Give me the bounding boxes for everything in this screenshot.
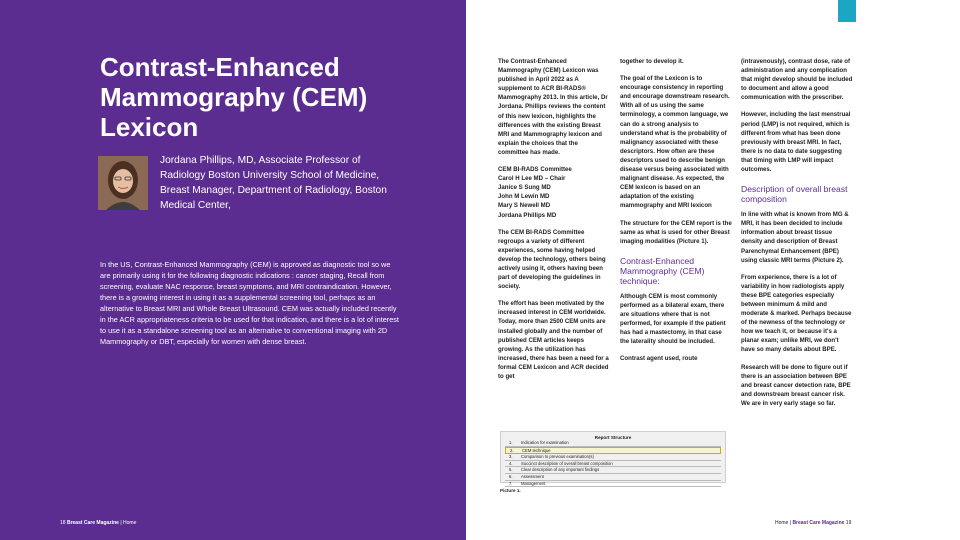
report-row-number: 6. — [509, 473, 513, 479]
section-heading: Description of overall breast composition — [741, 184, 848, 205]
report-row — [505, 481, 721, 488]
report-row-number: 2. — [510, 447, 514, 453]
footer-left — [60, 520, 136, 526]
report-row-number: 4. — [509, 460, 513, 466]
report-row — [505, 474, 721, 481]
paragraph: The CEM BI-RADS Committee regroups a variety of different experiences, some having helped develop the technology, others being actively using it, others having been part of developing the guidelines in society. — [498, 228, 606, 291]
report-row-label: Management — [521, 480, 546, 486]
paragraph: Research will be done to figure out if there is an association between BPE and breast cancer detection rate, BPE and downstream breast cancer risk. We are in very early stage so far. — [741, 363, 851, 407]
committee-heading: CEM BI-RADS Committee — [498, 166, 572, 174]
footer-section-link[interactable]: Home — [123, 520, 137, 526]
committee-member: Jordana Phillips MD — [498, 211, 557, 219]
footer-separator: | — [789, 520, 792, 526]
left-panel — [0, 0, 466, 540]
text-column-3 — [741, 57, 853, 416]
section-heading: Contrast-Enhanced Mammography (CEM) technique: — [620, 255, 705, 286]
paragraph: together to develop it. — [620, 58, 684, 65]
report-row-label: Indication for examination — [521, 440, 569, 445]
text-column-1 — [498, 57, 610, 389]
paragraph: The Contrast-Enhanced Mammography (CEM) Lexicon was published in April 2022 as A supplement to ACR BI-RADS® Mammography 2013. In this article, Dr Jordana. Phillips reviews the content of this new lexicon, highlights the differences with the existing Breast MRI and Mammography lexicon and explain the choices that the committee has made. — [498, 58, 608, 156]
paragraph: Contrast agent used, route — [620, 355, 698, 363]
report-row-number: 1. — [509, 440, 513, 445]
paragraph: The effort has been motivated by the increased interest in CEM worldwide. Today, more than 2500 CEM units are installed globally and the number of published CEM articles keeps growing. As the utilization has increased, there has been a need for a formal CEM Lexicon and ACR decided to get — [498, 300, 609, 380]
author-avatar — [98, 156, 148, 210]
committee-member: John M Lewin MD — [498, 193, 550, 201]
footer-page-number: 19 — [845, 520, 852, 526]
report-row-label: Clear description of any important findings — [521, 467, 600, 473]
committee-list — [498, 165, 610, 220]
report-row-label: Comparison to previous examination(s) — [521, 454, 594, 460]
report-row-label: CEM technique — [522, 447, 551, 453]
article-title: Contrast-Enhanced Mammography (CEM) Lexicon — [100, 52, 368, 142]
paragraph: The goal of the Lexicon is to encourage consistency in reporting and encourage downstream research. With all of us using the same terminology, a common language, we can do a strong analysis to understand what is the probability of malignancy associated with these descriptors. How often are these descriptors used to describe benign disease versus being associated with malignant disease. As expected, the CEM lexicon is based on an adaptation of the existing mammography and MRI lexicon — [620, 75, 730, 210]
report-row-number: 5. — [509, 467, 513, 473]
committee-member: Carol H Lee MD – Chair — [498, 175, 566, 183]
figure-caption: Picture 1. — [500, 488, 521, 493]
footer-publication: Breast Care Magazine — [792, 520, 845, 526]
report-row — [505, 454, 721, 461]
footer-section-link[interactable]: Home — [775, 520, 789, 526]
committee-member: Janice S Sung MD — [498, 184, 551, 192]
text-column-2 — [620, 57, 732, 371]
report-row — [505, 467, 721, 474]
report-row-label: Assessment — [521, 473, 544, 479]
report-row-label: Succinct description of overall breast composition — [521, 460, 613, 466]
paragraph: Although CEM is most commonly performed as a bilateral exam, there are situations where that is not performed, for example if the patient has had a mastectomy, in that case the laterality should be included. — [620, 292, 726, 346]
intro-paragraph: In the US, Contrast-Enhanced Mammography (CEM) is approved as diagnostic tool so we are primarily using it for the following diagnostic indications : cancer staging, Recall from screening, evaluate NAC response, breast symptoms, and MRI contraindication. However, there is a growing interest in using it as a supplemental screening tool, perhaps as an alternative to Breast MRI and Whole Breast Ultrasound. CEM was actually included recently in the ACR appropriateness criteria to be used for that indication, and there is a lot of interest to use it as a standalone screening tool as an alternative to conventional imaging with 2D Mammography or DBT, especially for women with dense breast. — [100, 260, 399, 346]
report-row-highlighted — [505, 447, 721, 455]
paragraph: (intravenously), contrast dose, rate of administration and any complication that might develop should be included to document and allow a good communication with the prescriber. — [741, 58, 853, 102]
paragraph: From experience, there is a lot of variability in how radiologists apply these BPE categories especially between minimum & mild and moderate & marked. Perhaps because of the newness of the technology or how we teach it, or because it's a planar exam; unlike MRI, we don't have so many details about BPE. — [741, 273, 852, 354]
report-row-number: 7. — [509, 480, 513, 486]
paragraph: However, including the last menstrual period (LMP) is not required, which is different from what has been done previously with breast MRI. In fact, there is no data to date suggesting that timing with LMP will impact outcomes. — [741, 111, 851, 174]
report-row — [505, 461, 721, 468]
paragraph: The structure for the CEM report is the same as what is used for other Breast imaging modalities (Picture 1). — [620, 219, 732, 245]
report-row — [505, 440, 721, 447]
corner-accent-tab — [838, 0, 856, 22]
committee-member: Mary S Newell MD — [498, 202, 551, 210]
footer-page-number: 18 — [60, 520, 66, 526]
author-bio: Jordana Phillips, MD, Associate Professor of Radiology Boston University School of Medicine, Breast Manager, Department of Radiology, Boston Medical Center, — [160, 155, 387, 211]
report-structure-figure — [500, 431, 726, 486]
footer-separator: | — [120, 520, 122, 526]
footer-right — [775, 520, 851, 526]
report-row-number: 3. — [509, 454, 513, 460]
report-title: Report Structure — [594, 435, 632, 440]
paragraph: In line with what is known from MG & MRI, it has been decided to include information about breast tissue density and description of Breast Parenchymal Enhancement (BPE) using classic MRI terms (Picture 2). — [741, 211, 849, 264]
footer-publication: Breast Care Magazine — [66, 520, 119, 526]
